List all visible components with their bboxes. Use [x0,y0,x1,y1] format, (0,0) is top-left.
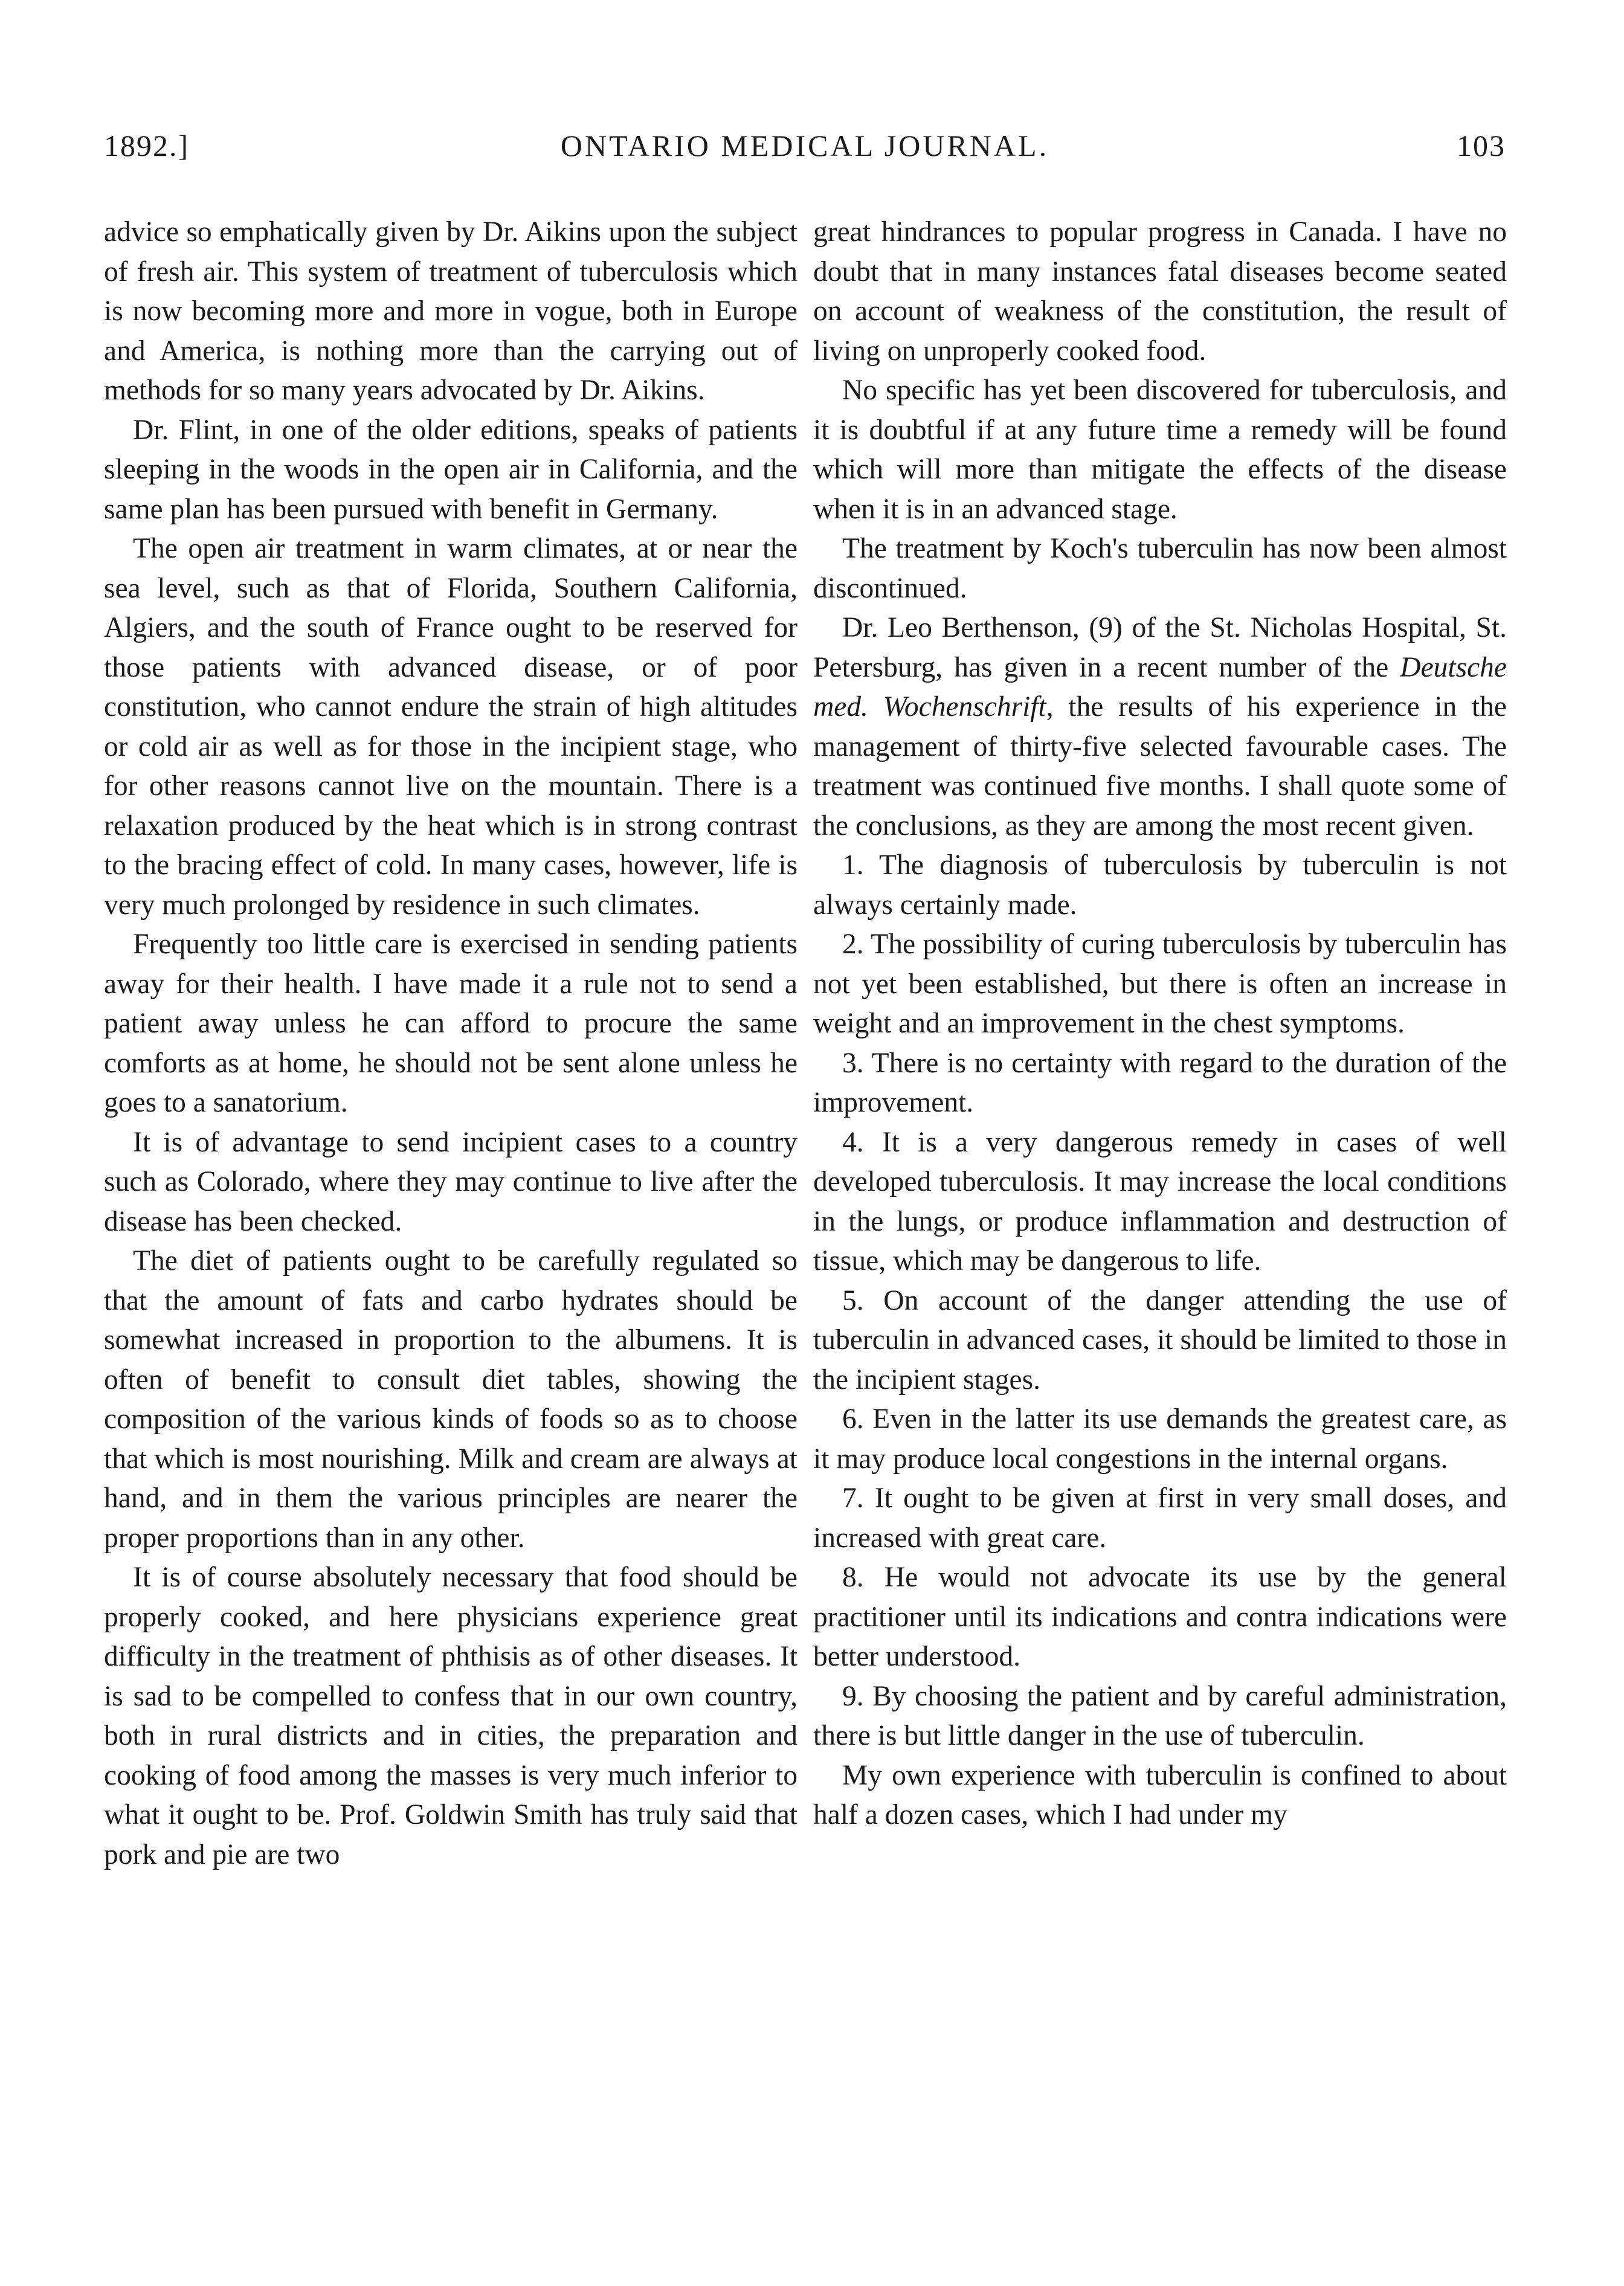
paragraph: Frequently too little care is exercised in sending patients away for their health. I have made it a rule not to send a patient away unless he can afford to procure the same comforts as at home, he should not be sent alone unless he goes to a sanatorium. [104,929,798,1118]
conclusion-item: 3. There is no certainty with regard to the duration of the improvement. [813,1047,1507,1118]
paragraph: It is of course absolutely necessary that food should be properly cooked, and here physicians experience great difficulty in the treatment of phthisis as of other diseases. It is sad to be compelled to confess that in our own country, both in rural districts and in cities, the preparation and cooking of food among the masses is very much inferior to what it ought to be. Prof. Goldwin Smith has truly said that pork and pie are two [104,1562,798,1870]
paragraph: The open air treatment in warm climates, at or near the sea level, such as that of Florida, Southern California, Algiers, and the south of France ought to be reserved for those patients with advanced disease, or of poor constitution, who cannot endure the strain of high altitudes or cold air as well as for those in the incipient stage, who for other reasons cannot live on the mountain. There is a relaxation produced by the heat which is in strong contrast to the bracing effect of cold. In many cases, however, life is very much prolonged by residence in such climates. [104,533,798,921]
paragraph: The diet of patients ought to be carefully regulated so that the amount of fats and carbo hydrates should be somewhat increased in proportion to the albumens. It is often of benefit to consult diet tables, showing the composition of the various kinds of foods so as to choose that which is most nourishing. Milk and cream are always at hand, and in them the various principles are nearer the proper proportions than in any other. [104,1245,798,1554]
conclusion-item: 4. It is a very dangerous remedy in cases of well developed tuberculosis. It may increase the local conditions in the lungs, or produce inflammation and destruction of tissue, which may be dangerous to life. [813,1126,1507,1277]
conclusion-item: 8. He would not advocate its use by the general practitioner until its indications and contra indications were better understood. [813,1562,1507,1672]
paragraph: advice so emphatically given by Dr. Aikins upon the subject of fresh air. This system of treatment of tuberculosis which is now becoming more and more in vogue, both in Europe and America, is nothing more than the carrying out of methods for so many years advocated by Dr. Aikins. [104,216,798,406]
conclusion-item: 9. By choosing the patient and by careful administration, there is but little danger in the use of tuberculin. [813,1680,1507,1751]
conclusion-item: 1. The diagnosis of tuberculosis by tuberculin is not always certainly made. [813,849,1507,921]
paragraph: Dr. Flint, in one of the older editions, speaks of patients sleeping in the woods in the open air in California, and the same plan has been pursued with benefit in Germany. [104,414,798,525]
page-number: 103 [1457,129,1506,163]
header-year: 1892.] [104,129,190,163]
running-header [104,128,1506,176]
left-column [104,213,798,1875]
paragraph: My own experience with tuberculin is confined to about half a dozen cases, which I had under my [813,1759,1507,1830]
paragraph-text: , the results of his experience in the management of thirty-five selected favourable cases. The treatment was continued five months. I shall quote some of the conclusions, as they are among the most recent given. [813,691,1507,842]
conclusion-item: 5. On account of the danger attending the use of tuberculin in advanced cases, it should be limited to those in the incipient stages. [813,1284,1507,1396]
paragraph: It is of advantage to send incipient cases to a country such as Colorado, where they may continue to live after the disease has been checked. [104,1126,798,1237]
conclusion-item: 2. The possibility of curing tuberculosis by tuberculin has not yet been established, but there is often an increase in weight and an improvement in the chest symptoms. [813,929,1507,1039]
right-column [813,213,1507,1835]
paragraph: The treatment by Koch's tuberculin has now been almost discontinued. [813,533,1507,604]
conclusion-item: 7. It ought to be given at first in very small doses, and increased with great care. [813,1483,1507,1554]
paragraph: great hindrances to popular progress in Canada. I have no doubt that in many instances fatal diseases become seated on account of weakness of the constitution, the result of living on unproperly cooked food. [813,216,1507,367]
journal-title: ONTARIO MEDICAL JOURNAL. [560,129,1049,163]
paragraph: No specific has yet been discovered for tuberculosis, and it is doubtful if at any future time a remedy will be found which will more than mitigate the effects of the disease when it is in an advanced stage. [813,375,1507,525]
conclusion-item: 6. Even in the latter its use demands the greatest care, as it may produce local congestions in the internal organs. [813,1403,1507,1475]
paragraph-text: Dr. Leo Berthenson, (9) of the St. Nicholas Hospital, St. Petersburg, has given in a recent number of the [813,612,1507,683]
journal-reference: Deutsche med. Wochenschrift [813,651,1507,723]
paragraph [813,608,1507,846]
